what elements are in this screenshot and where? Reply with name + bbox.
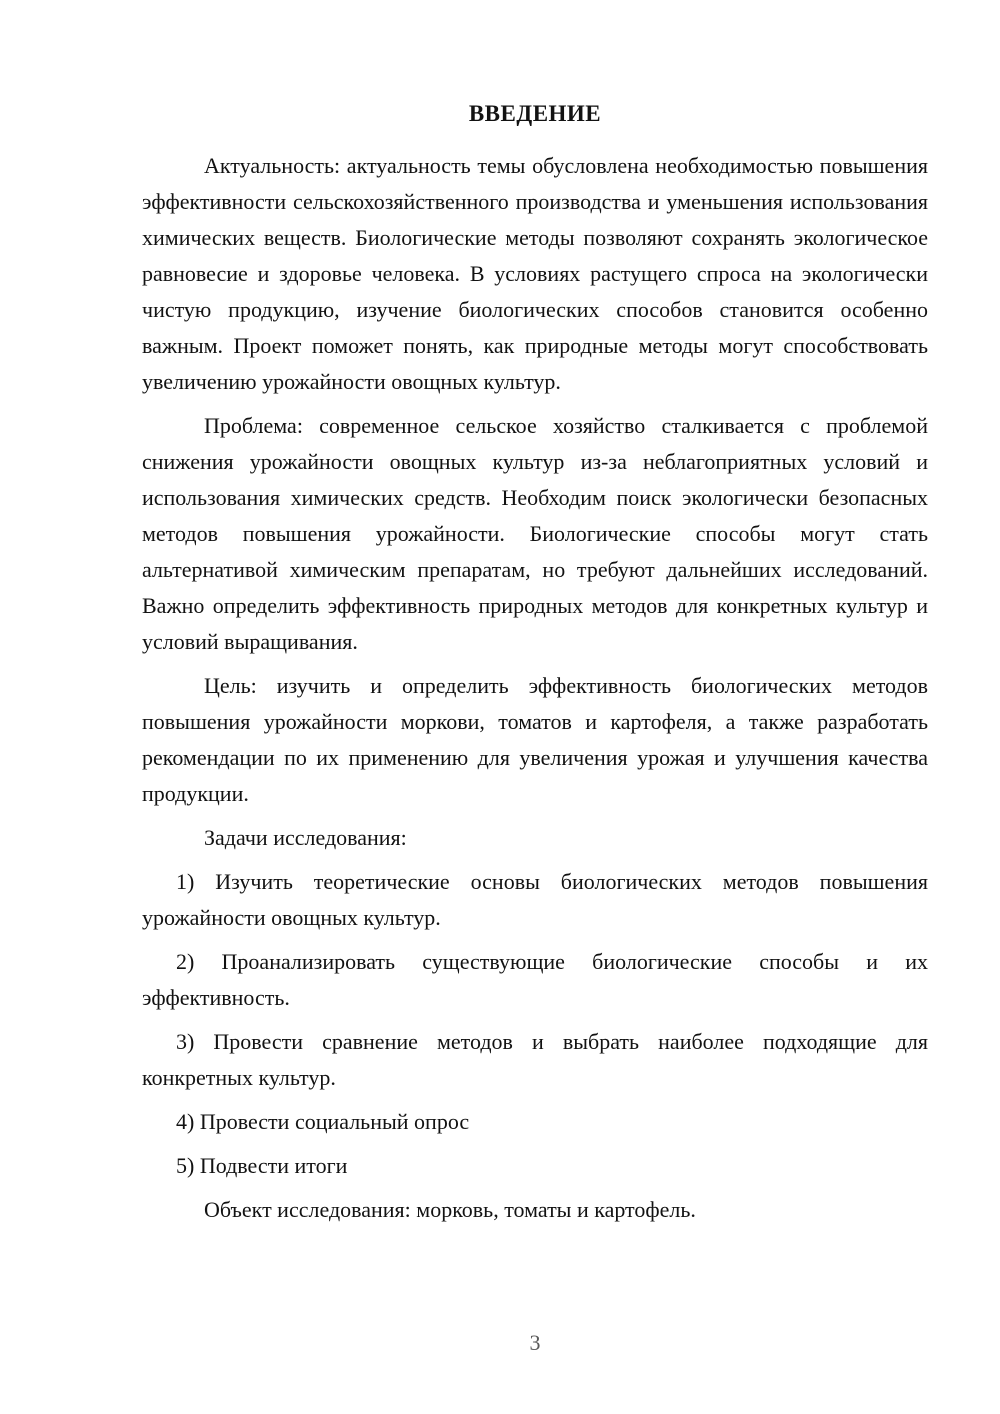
page-content — [142, 100, 928, 1236]
task-item-3: 3) Провести сравнение методов и выбрать наиболее подходящие для конкретных культур. — [142, 1029, 928, 1090]
task-item-1: 1) Изучить теоретические основы биологических методов повышения урожайности овощных культур. — [142, 869, 928, 930]
paragraph-problem: Проблема: современное сельское хозяйство сталкивается с проблемой снижения урожайности овощных культур из-за неблагоприятных условий и использования химических средств. Необходим поиск экологически безопасных методов повышения урожайности. Биологические способы могут стать альтернативой химическим препаратам, но требуют дальнейших исследований. Важно определить эффективность природных методов для конкретных культур и условий выращивания. — [142, 413, 928, 654]
paragraph-goal: Цель: изучить и определить эффективность биологических методов повышения урожайности моркови, томатов и картофеля, а также разработать рекомендации по их применению для увеличения урожая и улучшения качества продукции. — [142, 673, 928, 806]
task-item-4: 4) Провести социальный опрос — [176, 1109, 470, 1134]
tasks-heading: Задачи исследования: — [204, 825, 407, 850]
task-item-5: 5) Подвести итоги — [176, 1153, 348, 1178]
page-title: ВВЕДЕНИЕ — [468, 101, 602, 126]
task-item-2: 2) Проанализировать существующие биологические способы и их эффективность. — [142, 949, 928, 1010]
paragraph-actuality: Актуальность: актуальность темы обусловлена необходимостью повышения эффективности сельскохозяйственного производства и уменьшения использования химических веществ. Биологические методы позволяют сохранять экологическое равновесие и здоровье человека. В условиях растущего спроса на экологически чистую продукцию, изучение биологических способов становится особенно важным. Проект поможет понять, как природные методы могут способствовать увеличению урожайности овощных культур. — [142, 153, 928, 394]
page-number: 3 — [529, 1330, 541, 1355]
paragraph-research-object: Объект исследования: морковь, томаты и картофель. — [204, 1197, 696, 1222]
